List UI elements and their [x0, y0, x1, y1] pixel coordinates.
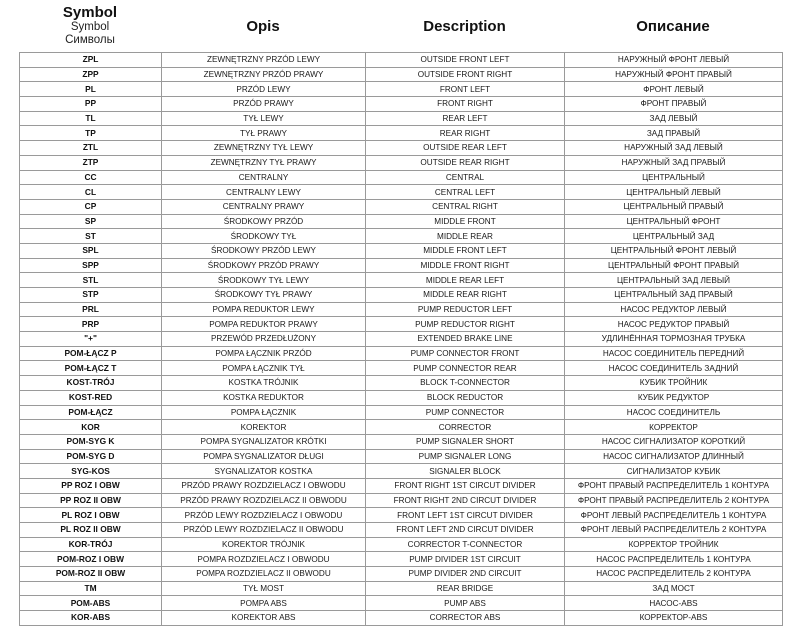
symbol-cell: STP — [20, 288, 162, 303]
description-cell: EXTENDED BRAKE LINE — [366, 332, 565, 347]
opisanie-cell: ФРОНТ ЛЕВЫЙ — [565, 82, 783, 97]
symbols-table — [19, 52, 783, 626]
table-row — [20, 420, 783, 435]
opisanie-cell: ЦЕНТРАЛЬНЫЙ ЛЕВЫЙ — [565, 185, 783, 200]
description-cell: PUMP CONNECTOR REAR — [366, 361, 565, 376]
opis-cell: POMPA REDUKTOR LEWY — [162, 302, 366, 317]
opis-cell: POMPA ABS — [162, 596, 366, 611]
description-cell: FRONT RIGHT 1ST CIRCUT DIVIDER — [366, 478, 565, 493]
table-row — [20, 596, 783, 611]
description-cell: PUMP REDUCTOR LEFT — [366, 302, 565, 317]
description-cell: OUTSIDE FRONT RIGHT — [366, 67, 565, 82]
table-row — [20, 361, 783, 376]
table-row — [20, 523, 783, 538]
table-row — [20, 155, 783, 170]
opis-cell: ŚRODKOWY TYŁ — [162, 229, 366, 244]
symbol-cell: KOR-TRÓJ — [20, 537, 162, 552]
opisanie-cell: НАСОС РАСПРЕДЕЛИТЕЛЬ 2 КОНТУРА — [565, 567, 783, 582]
description-cell: MIDDLE REAR RIGHT — [366, 288, 565, 303]
symbol-cell: TL — [20, 111, 162, 126]
opis-cell: POMPA ŁĄCZNIK PRZÓD — [162, 346, 366, 361]
description-cell: CORRECTOR T-CONNECTOR — [366, 537, 565, 552]
opis-cell: PRZEWÓD PRZEDŁUŻONY — [162, 332, 366, 347]
opis-cell: PRZÓD PRAWY ROZDZIELACZ II OBWODU — [162, 493, 366, 508]
table-row — [20, 199, 783, 214]
header-opisanie — [564, 0, 782, 52]
symbol-cell: "+" — [20, 332, 162, 347]
opis-cell: PRZÓD LEWY ROZDZIELACZ II OBWODU — [162, 523, 366, 538]
description-cell: FRONT LEFT — [366, 82, 565, 97]
symbol-cell: POM-ŁĄCZ P — [20, 346, 162, 361]
description-cell: PUMP SIGNALER LONG — [366, 449, 565, 464]
symbol-cell: POM-ŁĄCZ — [20, 405, 162, 420]
opis-cell: CENTRALNY PRAWY — [162, 199, 366, 214]
opis-cell: TYŁ LEWY — [162, 111, 366, 126]
symbol-cell: CL — [20, 185, 162, 200]
header-description-title: Description — [423, 18, 506, 35]
table-row — [20, 493, 783, 508]
opisanie-cell: НАСОС РЕДУКТОР ПРАВЫЙ — [565, 317, 783, 332]
opis-cell: PRZÓD PRAWY — [162, 97, 366, 112]
symbol-cell: SPL — [20, 243, 162, 258]
opis-cell: SYGNALIZATOR KOSTKA — [162, 464, 366, 479]
opis-cell: ŚRODKOWY PRZÓD — [162, 214, 366, 229]
opisanie-cell: ФРОНТ ПРАВЫЙ — [565, 97, 783, 112]
table-row — [20, 53, 783, 68]
opis-cell: POMPA ŁĄCZNIK — [162, 405, 366, 420]
opisanie-cell: НАСОС СОЕДИНИТЕЛЬ — [565, 405, 783, 420]
opisanie-cell: НАРУЖНЫЙ ЗАД ЛЕВЫЙ — [565, 141, 783, 156]
opis-cell: TYŁ MOST — [162, 581, 366, 596]
description-cell: PUMP CONNECTOR — [366, 405, 565, 420]
opisanie-cell: НАРУЖНЫЙ ФРОНТ ЛЕВЫЙ — [565, 53, 783, 68]
opis-cell: KOREKTOR TRÓJNIK — [162, 537, 366, 552]
opisanie-cell: НАРУЖНЫЙ ЗАД ПРАВЫЙ — [565, 155, 783, 170]
opis-cell: KOREKTOR — [162, 420, 366, 435]
table-row — [20, 82, 783, 97]
table-row — [20, 390, 783, 405]
table-row — [20, 185, 783, 200]
opisanie-cell: ЦЕНТРАЛЬНЫЙ ЗАД ЛЕВЫЙ — [565, 273, 783, 288]
opis-cell: POMPA ŁĄCZNIK TYŁ — [162, 361, 366, 376]
description-cell: PUMP SIGNALER SHORT — [366, 434, 565, 449]
opis-cell: POMPA SYGNALIZATOR KRÓTKI — [162, 434, 366, 449]
opis-cell: ZEWNĘTRZNY TYŁ LEWY — [162, 141, 366, 156]
table-row — [20, 346, 783, 361]
table-row — [20, 126, 783, 141]
table-row — [20, 464, 783, 479]
symbol-cell: PL ROZ II OBW — [20, 523, 162, 538]
table-row — [20, 302, 783, 317]
description-cell: MIDDLE FRONT — [366, 214, 565, 229]
opisanie-cell: НАСОС СИГНАЛИЗАТОР ДЛИННЫЙ — [565, 449, 783, 464]
opisanie-cell: НАСОС РАСПРЕДЕЛИТЕЛЬ 1 КОНТУРА — [565, 552, 783, 567]
description-cell: MIDDLE FRONT LEFT — [366, 243, 565, 258]
opisanie-cell: ФРОНТ ПРАВЫЙ РАСПРЕДЕЛИТЕЛЬ 1 КОНТУРА — [565, 478, 783, 493]
opis-cell: TYŁ PRAWY — [162, 126, 366, 141]
opisanie-cell: ЦЕНТРАЛЬНЫЙ — [565, 170, 783, 185]
description-cell: CENTRAL RIGHT — [366, 199, 565, 214]
table-row — [20, 111, 783, 126]
opis-cell: CENTRALNY LEWY — [162, 185, 366, 200]
opisanie-cell: КУБИК РЕДУКТОР — [565, 390, 783, 405]
description-cell: REAR LEFT — [366, 111, 565, 126]
description-cell: REAR RIGHT — [366, 126, 565, 141]
header-description — [365, 0, 564, 52]
description-cell: MIDDLE FRONT RIGHT — [366, 258, 565, 273]
opisanie-cell: КУБИК ТРОЙНИК — [565, 376, 783, 391]
description-cell: CENTRAL — [366, 170, 565, 185]
opis-cell: PRZÓD PRAWY ROZDZIELACZ I OBWODU — [162, 478, 366, 493]
symbols-table-body — [20, 53, 783, 626]
opisanie-cell: ЦЕНТРАЛЬНЫЙ ФРОНТ — [565, 214, 783, 229]
symbol-cell: POM-ŁĄCZ T — [20, 361, 162, 376]
symbol-cell: SPP — [20, 258, 162, 273]
table-row — [20, 376, 783, 391]
symbol-cell: KOR-ABS — [20, 611, 162, 626]
description-cell: OUTSIDE FRONT LEFT — [366, 53, 565, 68]
opisanie-cell: ФРОНТ ПРАВЫЙ РАСПРЕДЕЛИТЕЛЬ 2 КОНТУРА — [565, 493, 783, 508]
table-row — [20, 434, 783, 449]
description-cell: MIDDLE REAR LEFT — [366, 273, 565, 288]
opisanie-cell: НАСОС СОЕДИНИТЕЛЬ ЗАДНИЙ — [565, 361, 783, 376]
description-cell: BLOCK T-CONNECTOR — [366, 376, 565, 391]
opisanie-cell: ФРОНТ ЛЕВЫЙ РАСПРЕДЕЛИТЕЛЬ 1 КОНТУРА — [565, 508, 783, 523]
opisanie-cell: УДЛИНЁННАЯ ТОРМОЗНАЯ ТРУБКА — [565, 332, 783, 347]
table-header — [19, 0, 782, 52]
table-row — [20, 537, 783, 552]
symbol-cell: KOST-RED — [20, 390, 162, 405]
opis-cell: PRZÓD LEWY — [162, 82, 366, 97]
opis-cell: POMPA REDUKTOR PRAWY — [162, 317, 366, 332]
symbol-cell: POM-SYG K — [20, 434, 162, 449]
symbol-cell: PL — [20, 82, 162, 97]
symbol-cell: POM-ROZ II OBW — [20, 567, 162, 582]
opisanie-cell: ЦЕНТРАЛЬНЫЙ ФРОНТ ЛЕВЫЙ — [565, 243, 783, 258]
opisanie-cell: НАРУЖНЫЙ ФРОНТ ПРАВЫЙ — [565, 67, 783, 82]
table-row — [20, 567, 783, 582]
opis-cell: POMPA ROZDZIELACZ II OBWODU — [162, 567, 366, 582]
description-cell: PUMP DIVIDER 2ND CIRCUIT — [366, 567, 565, 582]
opis-cell: POMPA SYGNALIZATOR DŁUGI — [162, 449, 366, 464]
symbol-cell: PRL — [20, 302, 162, 317]
description-cell: REAR BRIDGE — [366, 581, 565, 596]
table-row — [20, 581, 783, 596]
opisanie-cell: ЦЕНТРАЛЬНЫЙ ФРОНТ ПРАВЫЙ — [565, 258, 783, 273]
description-cell: FRONT RIGHT — [366, 97, 565, 112]
header-symbol-title: Symbol — [62, 4, 118, 21]
opis-cell: KOSTKA REDUKTOR — [162, 390, 366, 405]
table-row — [20, 405, 783, 420]
description-cell: FRONT LEFT 1ST CIRCUT DIVIDER — [366, 508, 565, 523]
opisanie-cell: НАСОС РЕДУКТОР ЛЕВЫЙ — [565, 302, 783, 317]
opis-cell: ZEWNĘTRZNY TYŁ PRAWY — [162, 155, 366, 170]
opisanie-cell: ЗАД ПРАВЫЙ — [565, 126, 783, 141]
description-cell: MIDDLE REAR — [366, 229, 565, 244]
description-cell: BLOCK REDUCTOR — [366, 390, 565, 405]
opis-cell: ŚRODKOWY TYŁ LEWY — [162, 273, 366, 288]
symbol-cell: ZTL — [20, 141, 162, 156]
description-cell: FRONT RIGHT 2ND CIRCUT DIVIDER — [366, 493, 565, 508]
opis-cell: ŚRODKOWY PRZÓD LEWY — [162, 243, 366, 258]
table-row — [20, 332, 783, 347]
table-row — [20, 243, 783, 258]
opisanie-cell: СИГНАЛИЗАТОР КУБИК — [565, 464, 783, 479]
opisanie-cell: ЦЕНТРАЛЬНЫЙ ЗАД — [565, 229, 783, 244]
opisanie-cell: НАСОС-ABS — [565, 596, 783, 611]
opis-cell: ZEWNĘTRZNY PRZÓD PRAWY — [162, 67, 366, 82]
symbol-cell: SYG-KOS — [20, 464, 162, 479]
symbol-cell: PP ROZ II OBW — [20, 493, 162, 508]
table-row — [20, 317, 783, 332]
header-symbol-sub2: Символы — [65, 34, 115, 46]
symbol-cell: ST — [20, 229, 162, 244]
symbol-cell: KOR — [20, 420, 162, 435]
header-opis — [161, 0, 365, 52]
table-row — [20, 449, 783, 464]
header-opis-title: Opis — [246, 18, 280, 35]
description-cell: PUMP REDUCTOR RIGHT — [366, 317, 565, 332]
description-cell: OUTSIDE REAR RIGHT — [366, 155, 565, 170]
description-cell: FRONT LEFT 2ND CIRCUT DIVIDER — [366, 523, 565, 538]
symbol-cell: CP — [20, 199, 162, 214]
opis-cell: ŚRODKOWY PRZÓD PRAWY — [162, 258, 366, 273]
opis-cell: CENTRALNY — [162, 170, 366, 185]
header-opisanie-title: Описание — [636, 18, 710, 35]
description-cell: CORRECTOR — [366, 420, 565, 435]
symbol-cell: SP — [20, 214, 162, 229]
opis-cell: ŚRODKOWY TYŁ PRAWY — [162, 288, 366, 303]
header-symbol — [19, 0, 161, 52]
opisanie-cell: КОРРЕКТОР-ABS — [565, 611, 783, 626]
symbol-cell: PP — [20, 97, 162, 112]
symbol-cell: TP — [20, 126, 162, 141]
table-row — [20, 288, 783, 303]
symbol-cell: POM-ROZ I OBW — [20, 552, 162, 567]
symbol-cell: KOST-TRÓJ — [20, 376, 162, 391]
opisanie-cell: НАСОС СОЕДИНИТЕЛЬ ПЕРЕДНИЙ — [565, 346, 783, 361]
table-row — [20, 141, 783, 156]
symbol-cell: STL — [20, 273, 162, 288]
symbol-cell: PL ROZ I OBW — [20, 508, 162, 523]
description-cell: OUTSIDE REAR LEFT — [366, 141, 565, 156]
table-row — [20, 170, 783, 185]
symbol-cell: PRP — [20, 317, 162, 332]
table-row — [20, 552, 783, 567]
description-cell: CORRECTOR ABS — [366, 611, 565, 626]
opisanie-cell: ЦЕНТРАЛЬНЫЙ ПРАВЫЙ — [565, 199, 783, 214]
symbol-cell: POM-ABS — [20, 596, 162, 611]
opisanie-cell: ЗАД ЛЕВЫЙ — [565, 111, 783, 126]
opis-cell: KOREKTOR ABS — [162, 611, 366, 626]
symbol-cell: PP ROZ I OBW — [20, 478, 162, 493]
opisanie-cell: КОРРЕКТОР ТРОЙНИК — [565, 537, 783, 552]
table-row — [20, 478, 783, 493]
header-symbol-sub1: Symbol — [70, 21, 110, 33]
symbol-cell: ZPP — [20, 67, 162, 82]
opisanie-cell: ЗАД МОСТ — [565, 581, 783, 596]
opisanie-cell: ФРОНТ ЛЕВЫЙ РАСПРЕДЕЛИТЕЛЬ 2 КОНТУРА — [565, 523, 783, 538]
description-cell: PUMP ABS — [366, 596, 565, 611]
opis-cell: KOSTKA TRÓJNIK — [162, 376, 366, 391]
symbol-cell: CC — [20, 170, 162, 185]
table-row — [20, 97, 783, 112]
description-cell: PUMP CONNECTOR FRONT — [366, 346, 565, 361]
symbol-cell: TM — [20, 581, 162, 596]
table-row — [20, 229, 783, 244]
table-row — [20, 508, 783, 523]
symbol-cell: ZPL — [20, 53, 162, 68]
opis-cell: ZEWNĘTRZNY PRZÓD LEWY — [162, 53, 366, 68]
table-row — [20, 273, 783, 288]
description-cell: PUMP DIVIDER 1ST CIRCUIT — [366, 552, 565, 567]
opisanie-cell: ЦЕНТРАЛЬНЫЙ ЗАД ПРАВЫЙ — [565, 288, 783, 303]
description-cell: SIGNALER BLOCK — [366, 464, 565, 479]
symbol-cell: POM-SYG D — [20, 449, 162, 464]
opis-cell: PRZÓD LEWY ROZDZIELACZ I OBWODU — [162, 508, 366, 523]
description-cell: CENTRAL LEFT — [366, 185, 565, 200]
opis-cell: POMPA ROZDZIELACZ I OBWODU — [162, 552, 366, 567]
table-row — [20, 214, 783, 229]
table-row — [20, 611, 783, 626]
table-row — [20, 258, 783, 273]
table-row — [20, 67, 783, 82]
symbol-cell: ZTP — [20, 155, 162, 170]
opisanie-cell: КОРРЕКТОР — [565, 420, 783, 435]
opisanie-cell: НАСОС СИГНАЛИЗАТОР КОРОТКИЙ — [565, 434, 783, 449]
